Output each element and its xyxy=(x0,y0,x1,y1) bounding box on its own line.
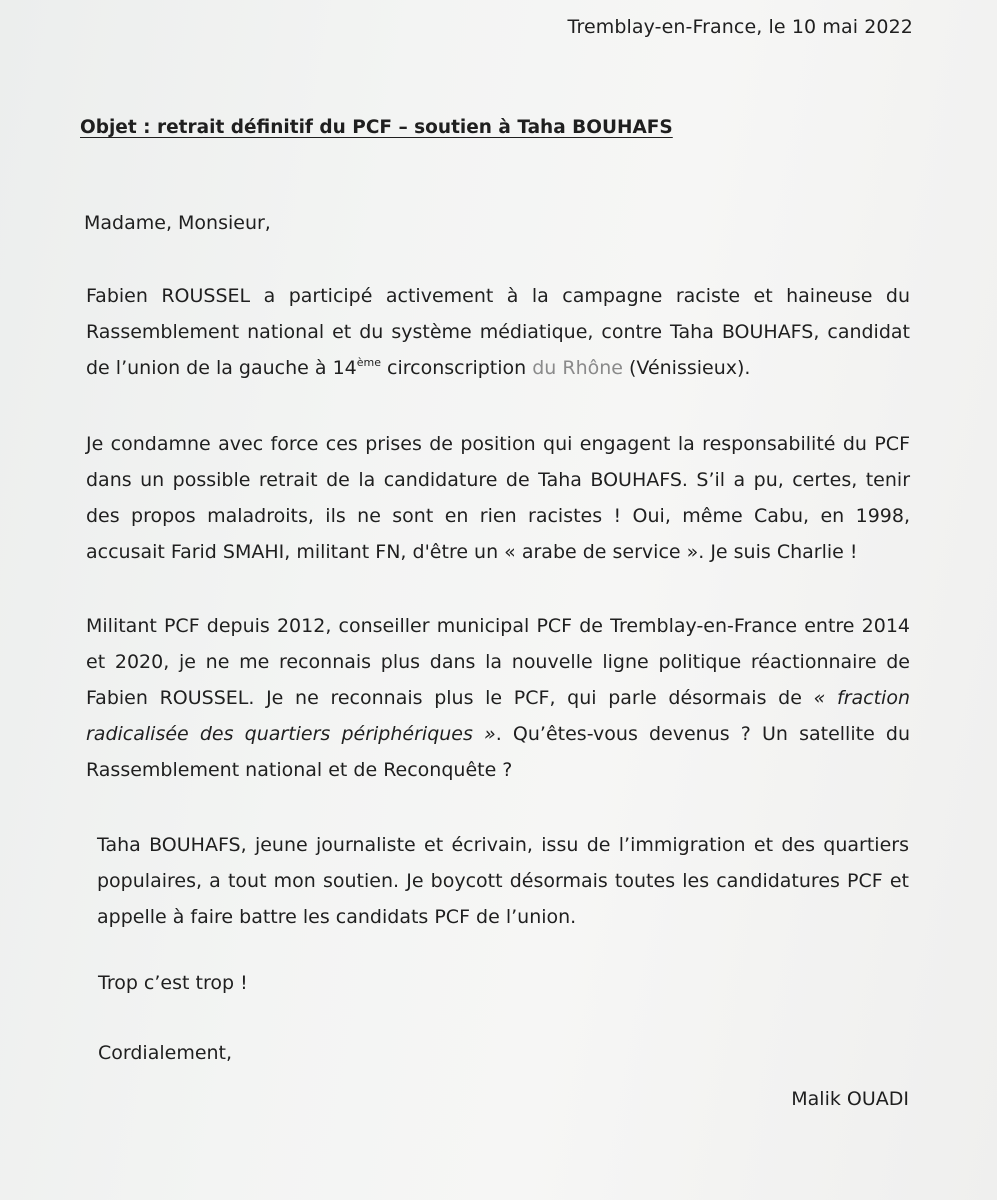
signature-name: Malik OUADI xyxy=(791,1088,909,1110)
paragraph-1-text-c: (Vénissieux). xyxy=(622,357,751,379)
paragraph-1-text-a: Fabien ROUSSEL a participé activement à la campagne raciste et haineuse du Rassemblement national et du système médiatique, contre Taha BOUHAFS, candidat de l’union de la gauche à 14 xyxy=(86,285,910,379)
closing-formula: Cordialement, xyxy=(98,1042,233,1064)
paragraph-3-quote: « fraction radicalisée des quartiers périphériques » xyxy=(86,687,910,745)
paragraph-3-text-b: . Qu’êtes-vous devenus ? Un satellite du Rassemblement national et de Reconquête ? xyxy=(86,723,910,781)
paragraph-1-faded-text: du Rhône xyxy=(532,357,623,379)
salutation: Madame, Monsieur, xyxy=(84,212,271,234)
paragraph-1 xyxy=(86,278,910,386)
ordinal-superscript: ème xyxy=(356,356,382,369)
paragraph-4: Taha BOUHAFS, jeune journaliste et écrivain, issu de l’immigration et des quartiers populaires, a tout mon soutien. Je boycott désormais toutes les candidatures PCF et appelle à faire battre les candidats PCF de l’union. xyxy=(97,834,909,928)
subject-line: Objet : retrait définitif du PCF – soutien à Taha BOUHAFS xyxy=(80,117,673,138)
closing-exclamation: Trop c’est trop ! xyxy=(98,972,248,994)
paragraph-1-text-b: circonscription xyxy=(381,357,533,379)
paragraph-3-text-a: Militant PCF depuis 2012, conseiller municipal PCF de Tremblay-en-France entre 2014 et 2020, je ne me reconnais plus dans la nouvelle ligne politique réactionnaire de Fabien ROUSSEL. Je ne reconnais plus le PCF, qui parle désormais de xyxy=(86,615,910,709)
paragraph-2: Je condamne avec force ces prises de position qui engagent la responsabilité du PCF dans un possible retrait de la candidature de Taha BOUHAFS. S’il a pu, certes, tenir des propos maladroits, ils ne sont en rien racistes ! Oui, même Cabu, en 1998, accusait Farid SMAHI, militant FN, d'être un « arabe de service ». Je suis Charlie ! xyxy=(86,433,910,563)
paragraph-3 xyxy=(86,608,910,788)
date-line: Tremblay-en-France, le 10 mai 2022 xyxy=(567,16,913,38)
